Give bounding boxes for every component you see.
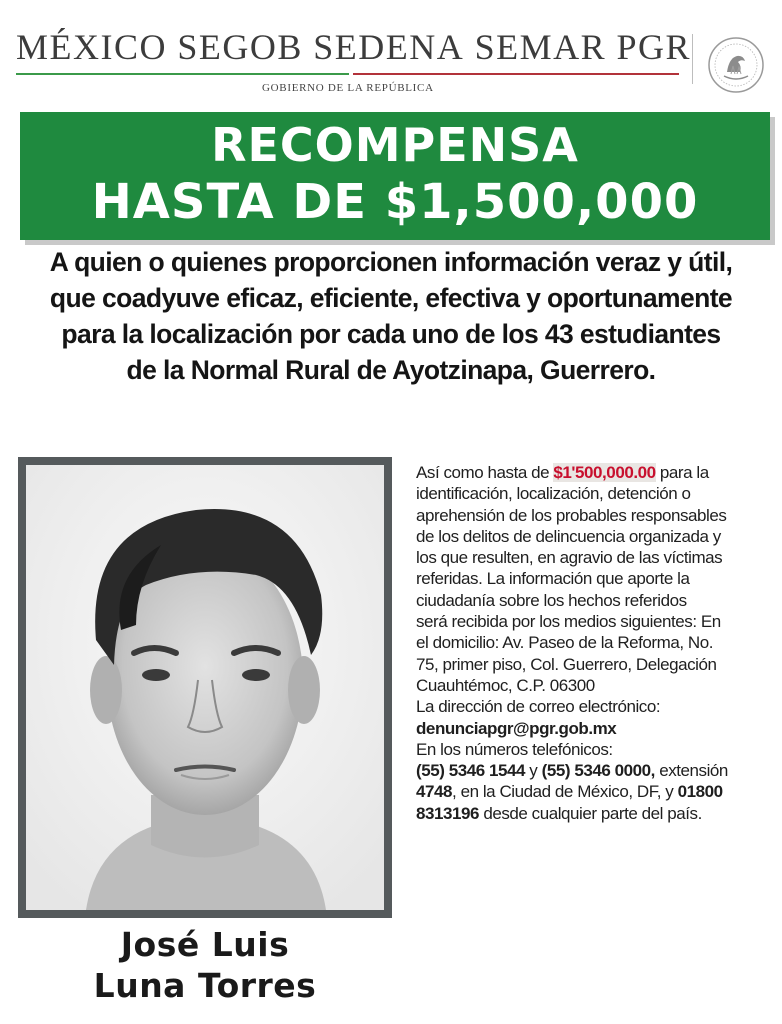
info-line: el domicilio: Av. Paseo de la Reforma, No. [416,633,714,653]
phone-number-1: (55) 5346 1544 [416,761,526,781]
red-rule [353,73,679,75]
reward-amount-highlight: $1'500,000.00 [553,463,656,482]
photo-frame [18,457,392,918]
info-text-span: y [525,761,542,781]
intro-text [0,244,782,388]
green-rule [16,73,349,75]
phone-line [416,760,778,781]
agency-mexico: MÉXICO [16,27,167,67]
info-line: Cuauhtémoc, C.P. 06300 [416,675,595,695]
intro-line: que coadyuve eficaz, eficiente, efectiva y oportunamente [49,283,733,313]
agency-names [16,26,691,68]
person-name [18,924,392,1006]
header [0,0,782,104]
info-text-span: desde cualquier parte del país. [479,803,702,823]
email-address [416,718,778,739]
info-line: aprehensión de los probables responsables [416,505,727,525]
info-line: referidas. La información que aporte la [416,569,690,589]
info-line: 75, primer piso, Col. Guerrero, Delegación [416,654,717,674]
info-line: identificación, localización, detención o [416,484,691,504]
phone-number-2: (55) 5346 0000, [541,761,655,781]
info-line [416,462,778,483]
last-name: Luna Torres [93,966,317,1005]
reward-banner [20,112,770,240]
mexican-coat-of-arms-icon [707,36,765,94]
info-line: de los delitos de delincuencia organizada y [416,526,721,546]
info-text-span: , en la Ciudad de México, DF, y [452,782,678,802]
info-line: los que resulten, en agravio de las víctimas [416,548,723,568]
info-text [416,462,778,824]
agency-semar: SEMAR [474,27,607,67]
toll-free-prefix: 01800 [677,782,723,802]
intro-line: para la localización por cada uno de los 43 estudiantes [61,319,721,349]
agency-segob: SEGOB [177,27,303,67]
info-line: será recibida por los medios siguientes: En [416,612,721,632]
email-text: denunciapgr@pgr.gob.mx [416,718,617,738]
info-text-span: Así como hasta de [416,463,554,482]
intro-line: A quien o quienes proporcionen información veraz y útil, [49,247,733,277]
government-label: GOBIERNO DE LA REPÚBLICA [262,82,434,94]
info-line: La dirección de correo electrónico: [416,697,661,717]
intro-line: de la Normal Rural de Ayotzinapa, Guerrero. [126,355,656,385]
header-divider [692,34,693,84]
first-name: José Luis [120,925,290,964]
info-text-span: extensión [654,761,728,781]
agency-sedena: SEDENA [313,27,465,67]
reward-amount: HASTA DE $1,500,000 [91,174,699,230]
info-text-span: para la [655,463,709,482]
info-line: En los números telefónicos: [416,739,613,759]
agency-pgr: PGR [616,27,691,67]
reward-title: RECOMPENSA [211,118,579,172]
toll-free-number: 8313196 [416,803,480,823]
person-photo [26,465,384,910]
phone-line [416,781,778,802]
info-line: ciudadanía sobre los hechos referidos [416,590,687,610]
extension-number: 4748 [416,782,453,802]
phone-line [416,803,778,824]
